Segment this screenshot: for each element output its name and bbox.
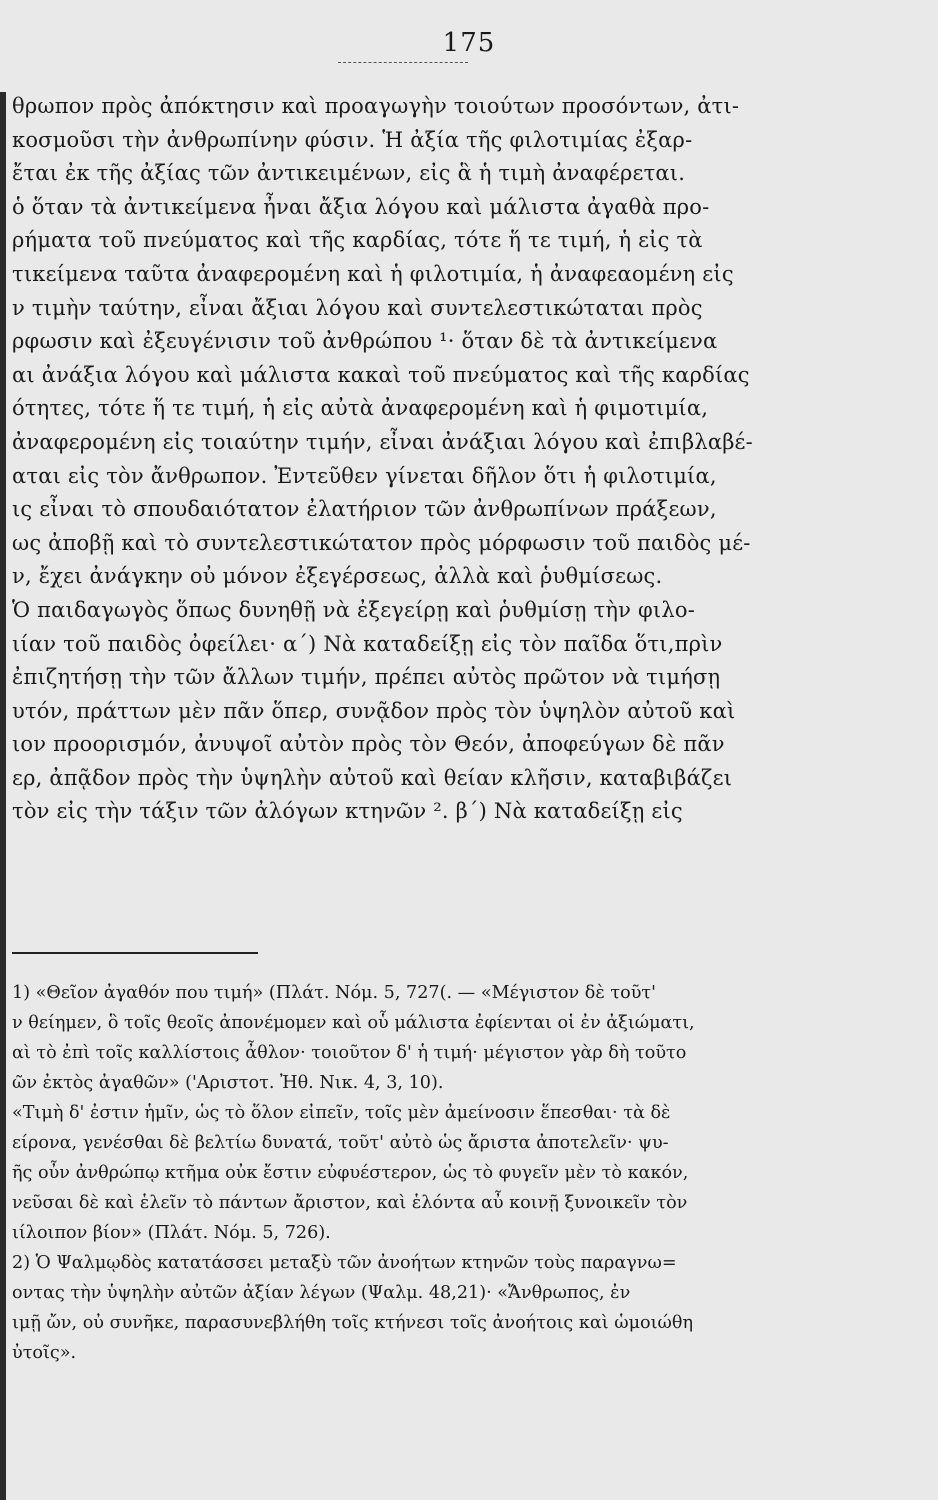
- text-line: ἔται ἐκ τῆς ἀξίας τῶν ἀντικειμένων, εἰς ἃ ἡ τιμὴ ἀναφέρεται.: [12, 161, 686, 186]
- page-number: 175: [442, 28, 496, 58]
- text-line: ρήματα τοῦ πνεύματος καὶ τῆς καρδίας, τότε ἥ τε τιμή, ἡ εἰς τὰ: [12, 228, 703, 253]
- text-line: υτόν, πράττων μὲν πᾶν ὅπερ, συνᾷδον πρὸς τὸν ὑψηλὸν αὐτοῦ καὶ: [12, 698, 736, 723]
- text-line: ιίαν τοῦ παιδὸς ὀφείλει· α΄) Νὰ καταδείξῃ εἰς τὸν παῖδα ὅτι,πρὶν: [12, 631, 723, 656]
- footnote-line: ιμῇ ὤν, οὐ συνῆκε, παρασυνεβλήθη τοῖς κτήνεσι τοῖς ἀνοήτοις καὶ ὡμοιώθη: [12, 1313, 694, 1333]
- footnote-rule: [12, 952, 258, 954]
- footnote-line: ῶν ἐκτὸς ἀγαθῶν» ('Αριστοτ. Ἠθ. Νικ. 4, 3, 10).: [12, 1073, 444, 1093]
- footnote-line: ιίλοιπον βίον» (Πλάτ. Νόμ. 5, 726).: [12, 1223, 331, 1243]
- footnote-line: 2) Ὁ Ψαλμῳδὸς κατατάσσει μεταξὺ τῶν ἀνοήτων κτηνῶν τοὺς παραγνω=: [12, 1253, 677, 1273]
- footnote-line: νεῦσαι δὲ καὶ ἑλεῖν τὸ πάντων ἄριστον, καὶ ἑλόντα αὖ κοινῇ ξυνοικεῖν τὸν: [12, 1193, 688, 1213]
- text-line: ὁ ὅταν τὰ ἀντικείμενα ἦναι ἄξια λόγου καὶ μάλιστα ἀγαθὰ προ-: [12, 194, 710, 219]
- footnote-line: αὶ τὸ ἐπὶ τοῖς καλλίστοις ἆθλον· τοιοῦτον δ' ἡ τιμή· μέγιστον γὰρ δὴ τοῦτο: [12, 1043, 687, 1063]
- footnote-line: 1) «Θεῖον ἀγαθόν που τιμή» (Πλάτ. Νόμ. 5, 727(. — «Μέγιστον δὲ τοῦτ': [12, 983, 656, 1003]
- text-line: ως ἀποβῇ καὶ τὸ συντελεστικώτατον πρὸς μόρφωσιν τοῦ παιδὸς μέ-: [12, 530, 751, 555]
- text-line: ν, ἔχει ἀνάγκην οὐ μόνον ἐξεγέρσεως, ἀλλὰ καὶ ῥυθμίσεως.: [12, 564, 663, 589]
- text-line: ρφωσιν καὶ ἐξευγένισιν τοῦ ἀνθρώπου ¹· ὅταν δὲ τὰ ἀντικείμενα: [12, 329, 718, 354]
- footnotes: [12, 978, 918, 1368]
- text-line: ις εἶναι τὸ σπουδαιότατον ἐλατήριον τῶν ἀνθρωπίνων πράξεων,: [12, 497, 717, 522]
- footnote-line: «Τιμὴ δ' ἐστιν ἡμῖν, ὡς τὸ ὅλον εἰπεῖν, τοῖς μὲν ἀμείνοσιν ἕπεσθαι· τὰ δὲ: [12, 1103, 671, 1123]
- footnote-line: ν θείημεν, ὃ τοῖς θεοῖς ἀπονέμομεν καὶ οὗ μάλιστα ἐφίενται οἱ ἐν ἀξιώματι,: [12, 1013, 695, 1033]
- footnote-line: ὐτοῖς».: [12, 1343, 77, 1363]
- text-line: ἐπιζητήσῃ τὴν τῶν ἄλλων τιμήν, πρέπει αὐτὸς πρῶτον νὰ τιμήσῃ: [12, 665, 721, 690]
- text-line: αι ἀνάξια λόγου καὶ μάλιστα κακαὶ τοῦ πνεύματος καὶ τῆς καρδίας: [12, 362, 750, 387]
- text-line: αται εἰς τὸν ἄνθρωπον. Ἐντεῦθεν γίνεται δῆλον ὅτι ἡ φιλοτιμία,: [12, 463, 717, 488]
- main-text: [12, 90, 918, 829]
- text-line: ότητες, τότε ἥ τε τιμή, ἡ εἰς αὐτὰ ἀναφερομένη καὶ ἡ φιμοτιμία,: [12, 396, 709, 421]
- text-line: κοσμοῦσι τὴν ἀνθρωπίνην φύσιν. Ἡ ἀξία τῆς φιλοτιμίας ἐξαρ-: [12, 127, 693, 152]
- binding-edge: [0, 92, 6, 1500]
- footnote-line: είρονα, γενέσθαι δὲ βελτίω δυνατά, τοῦτ' αὐτὸ ὡς ἄριστα ἀποτελεῖν· ψυ-: [12, 1133, 669, 1153]
- text-line: τικείμενα ταῦτα ἀναφερομένη καὶ ἡ φιλοτιμία, ἡ ἀναφεαομένη εἰς: [12, 261, 734, 286]
- text-line: ἀναφερομένη εἰς τοιαύτην τιμήν, εἶναι ἀνάξιαι λόγου καὶ ἐπιβλαβέ-: [12, 429, 753, 454]
- footnote-line: οντας τὴν ὑψηλὴν αὐτῶν ἀξίαν λέγων (Ψαλμ. 48,21)· «Ἄνθρωπος, ἐν: [12, 1283, 631, 1303]
- text-line: ιον προορισμόν, ἀνυψοῖ αὐτὸν πρὸς τὸν Θεόν, ἀποφεύγων δὲ πᾶν: [12, 732, 725, 757]
- text-line: θρωπον πρὸς ἀπόκτησιν καὶ προαγωγὴν τοιούτων προσόντων, ἀτι-: [12, 94, 740, 118]
- text-line: Ὁ παιδαγωγὸς ὅπως δυνηθῇ νὰ ἐξεγείρῃ καὶ ῥυθμίσῃ τὴν φιλο-: [12, 597, 696, 622]
- text-line: ν τιμὴν ταύτην, εἶναι ἄξιαι λόγου καὶ συντελεστικώταται πρὸς: [12, 295, 703, 320]
- text-line: τὸν εἰς τὴν τάξιν τῶν ἀλόγων κτηνῶν ². β΄) Νὰ καταδείξῃ εἰς: [12, 799, 683, 824]
- text-line: ερ, ἀπᾷδον πρὸς τὴν ὑψηλὴν αὐτοῦ καὶ θείαν κλῆσιν, καταβιβάζει: [12, 765, 733, 790]
- header-rule: [338, 62, 468, 63]
- footnote-line: ῆς οὖν ἀνθρώπῳ κτῆμα οὐκ ἔστιν εὐφυέστερον, ὡς τὸ φυγεῖν μὲν τὸ κακόν,: [12, 1163, 689, 1183]
